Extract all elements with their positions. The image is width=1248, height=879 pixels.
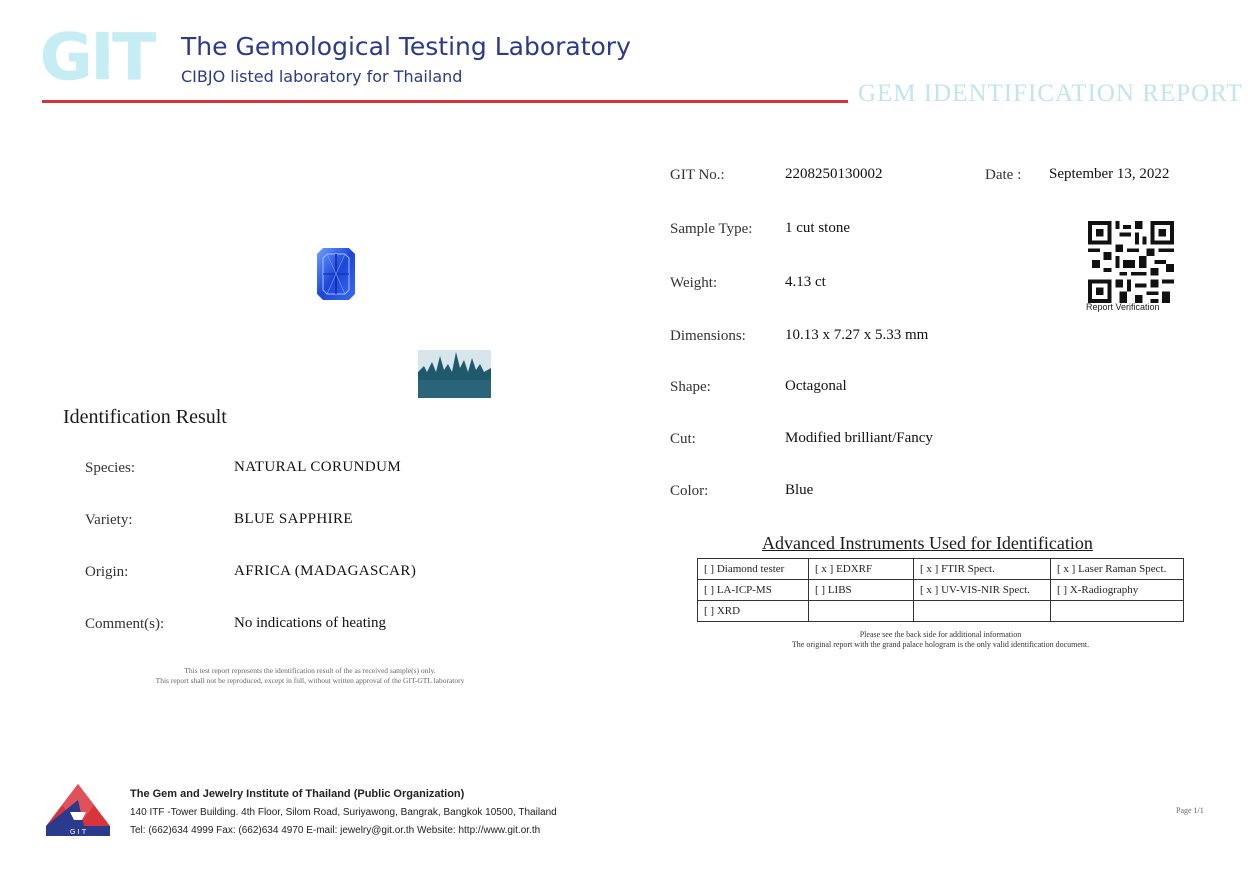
variety-label: Variety: <box>85 512 133 528</box>
disclaimer-line-2: This report shall not be reproduced, except in full, without written approval of the GIT-GTL laboratory <box>155 676 465 685</box>
instrument-cell: [ ] X-Radiography <box>1051 580 1184 601</box>
qr-caption: Report Verification <box>1086 302 1160 312</box>
instrument-cell: [ x ] EDXRF <box>809 559 914 580</box>
weight-label: Weight: <box>670 275 718 291</box>
weight-value: 4.13 ct <box>785 274 826 290</box>
institute-address: 140 ITF -Tower Building. 4th Floor, Silom Road, Suriyawong, Bangrak, Bangkok 10500, Thailand <box>130 807 557 818</box>
institute-logo-text: G I T <box>69 828 87 836</box>
identification-heading: Identification Result <box>63 406 227 428</box>
dimensions-value: 10.13 x 7.27 x 5.33 mm <box>785 327 929 343</box>
sample-type-label: Sample Type: <box>670 221 753 237</box>
table-row <box>698 601 1184 622</box>
git-logo: GIT <box>40 21 154 95</box>
git-no-label: GIT No.: <box>670 167 725 183</box>
qr-code-icon[interactable] <box>1087 221 1175 303</box>
sample-type-value: 1 cut stone <box>785 220 850 236</box>
instrument-cell: [ x ] FTIR Spect. <box>914 559 1051 580</box>
instrument-cell <box>1051 601 1184 622</box>
institute-name: The Gem and Jewelry Institute of Thailand (Public Organization) <box>130 788 465 800</box>
table-row <box>698 580 1184 601</box>
page-number: Page 1/1 <box>1176 806 1204 815</box>
header-rule <box>42 100 848 103</box>
hologram-photo <box>418 350 491 398</box>
institute-contact: Tel: (662)634 4999 Fax: (662)634 4970 E-mail: jewelry@git.or.th Website: http://www.git.or.th <box>130 825 541 836</box>
instrument-cell: [ ] LA-ICP-MS <box>698 580 809 601</box>
comment-value: No indications of heating <box>234 615 387 631</box>
instrument-cell: [ x ] Laser Raman Spect. <box>1051 559 1184 580</box>
instrument-cell: [ ] XRD <box>698 601 809 622</box>
lab-name: The Gemological Testing Laboratory <box>181 32 631 61</box>
species-label: Species: <box>85 460 135 476</box>
report-title: GEM IDENTIFICATION REPORT <box>858 80 1243 107</box>
instrument-cell <box>914 601 1051 622</box>
instruments-heading: Advanced Instruments Used for Identification <box>762 533 1093 553</box>
cut-label: Cut: <box>670 431 696 447</box>
comment-label: Comment(s): <box>85 616 165 632</box>
table-row <box>698 559 1184 580</box>
instrument-cell <box>809 601 914 622</box>
gem-photo <box>317 248 355 300</box>
shape-label: Shape: <box>670 379 711 395</box>
instrument-cell: [ x ] UV-VIS-NIR Spect. <box>914 580 1051 601</box>
date-label: Date : <box>985 167 1022 183</box>
instruments-table <box>697 558 1184 622</box>
date-value: September 13, 2022 <box>1049 166 1170 182</box>
variety-value: BLUE SAPPHIRE <box>234 511 353 527</box>
git-no-value: 2208250130002 <box>785 166 883 182</box>
validity-note: The original report with the grand palace hologram is the only valid identification document. <box>791 640 1090 649</box>
species-value: NATURAL CORUNDUM <box>234 459 402 475</box>
disclaimer-line-1: This test report represents the identification result of the as received sample(s) only. <box>184 666 436 675</box>
instrument-cell: [ ] LIBS <box>809 580 914 601</box>
origin-label: Origin: <box>85 564 129 580</box>
cut-value: Modified brilliant/Fancy <box>785 430 933 446</box>
dimensions-label: Dimensions: <box>670 328 746 344</box>
shape-value: Octagonal <box>785 378 847 394</box>
color-value: Blue <box>785 482 814 498</box>
instrument-cell: [ ] Diamond tester <box>698 559 809 580</box>
lab-subtitle: CIBJO listed laboratory for Thailand <box>181 67 463 86</box>
origin-value: AFRICA (MADAGASCAR) <box>234 563 417 579</box>
color-label: Color: <box>670 483 709 499</box>
institute-logo <box>44 782 112 838</box>
back-side-note: Please see the back side for additional information <box>859 630 1022 639</box>
disclaimer <box>80 666 540 686</box>
